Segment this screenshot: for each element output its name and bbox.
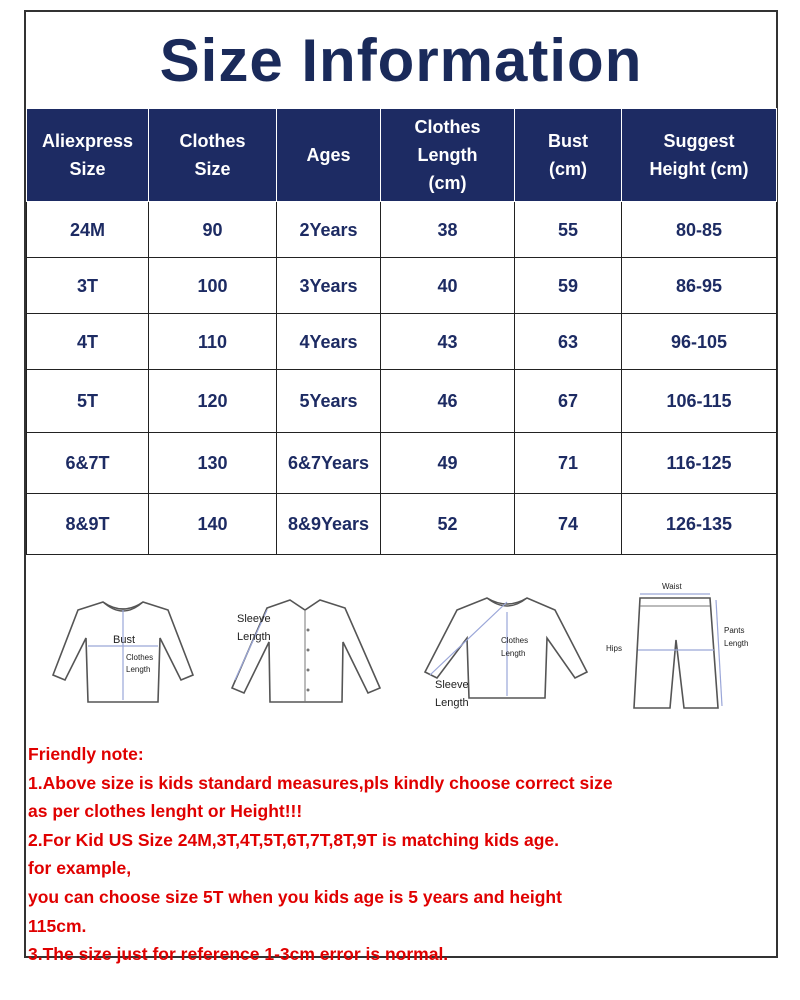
waist-label: Waist: [662, 582, 682, 591]
cell-bust: 71: [515, 433, 622, 494]
note-line: for example,: [28, 858, 132, 879]
cell-ages: 8&9Years: [277, 494, 381, 555]
note-heading: Friendly note:: [28, 744, 144, 764]
table-row: [27, 370, 777, 433]
header-bust: Bust (cm): [515, 109, 622, 202]
cell-clothes-length: 52: [381, 494, 515, 555]
cell-aliexpress-size: 24M: [27, 202, 149, 258]
cell-suggest-height: 126-135: [622, 494, 777, 555]
table-row: [27, 433, 777, 494]
cell-ages: 5Years: [277, 370, 381, 433]
header-clothes-length: Clothes Length (cm): [381, 109, 515, 202]
measurement-diagrams: [40, 580, 760, 720]
cell-clothes-length: 38: [381, 202, 515, 258]
note-line: 115cm.: [28, 915, 87, 936]
cell-ages: 4Years: [277, 314, 381, 370]
cell-ages: 3Years: [277, 258, 381, 314]
cell-clothes-size: 140: [149, 494, 277, 555]
sweater-diagram: [415, 580, 590, 715]
cell-aliexpress-size: 5T: [27, 370, 149, 433]
header-suggest-height: Suggest Height (cm): [622, 109, 777, 202]
cell-clothes-size: 90: [149, 202, 277, 258]
shirt-diagram: [215, 580, 390, 710]
size-table: [26, 108, 777, 555]
cell-bust: 67: [515, 370, 622, 433]
note-line: 3.The size just for reference 1-3cm error is normal.: [28, 944, 449, 965]
table-row: [27, 258, 777, 314]
clothes-length-label: Clothes Length: [501, 636, 529, 658]
bust-label: Bust: [113, 634, 136, 646]
sleeve-length-label: Sleeve Length: [435, 679, 469, 709]
header-aliexpress-size: Aliexpress Size: [27, 109, 149, 202]
pants-length-label: Pants Length: [724, 626, 749, 648]
cell-suggest-height: 96-105: [622, 314, 777, 370]
cell-suggest-height: 80-85: [622, 202, 777, 258]
cell-bust: 63: [515, 314, 622, 370]
cell-suggest-height: 106-115: [622, 370, 777, 433]
table-row: [27, 494, 777, 555]
clothes-length-label: Clothes Length: [126, 653, 154, 674]
cell-bust: 74: [515, 494, 622, 555]
cell-bust: 59: [515, 258, 622, 314]
note-line: 1.Above size is kids standard measures,pls kindly choose correct size: [28, 772, 613, 793]
sleeve-length-label: Sleeve Length: [237, 613, 271, 643]
cell-clothes-size: 110: [149, 314, 277, 370]
cell-clothes-length: 49: [381, 433, 515, 494]
cell-aliexpress-size: 4T: [27, 314, 149, 370]
cell-ages: 2Years: [277, 202, 381, 258]
size-chart-sheet: [24, 10, 778, 965]
table-row: [27, 202, 777, 258]
cell-ages: 6&7Years: [277, 433, 381, 494]
friendly-note: [28, 740, 776, 969]
cell-aliexpress-size: 6&7T: [27, 433, 149, 494]
cell-suggest-height: 86-95: [622, 258, 777, 314]
table-row: [27, 314, 777, 370]
header-clothes-size: Clothes Size: [149, 109, 277, 202]
cell-clothes-length: 43: [381, 314, 515, 370]
table-header-row: [27, 109, 777, 202]
note-line: you can choose size 5T when you kids age is 5 years and height: [28, 886, 562, 907]
hips-label: Hips: [606, 644, 623, 653]
cell-clothes-size: 130: [149, 433, 277, 494]
header-ages: Ages: [277, 109, 381, 202]
tshirt-diagram: [48, 580, 198, 710]
cell-aliexpress-size: 3T: [27, 258, 149, 314]
note-line: 2.For Kid US Size 24M,3T,4T,5T,6T,7T,8T,9T is matching kids age.: [28, 829, 560, 850]
cell-clothes-length: 46: [381, 370, 515, 433]
cell-clothes-size: 120: [149, 370, 277, 433]
page-title: Size Information: [159, 26, 643, 94]
cell-clothes-size: 100: [149, 258, 277, 314]
cell-bust: 55: [515, 202, 622, 258]
cell-suggest-height: 116-125: [622, 433, 777, 494]
cell-clothes-length: 40: [381, 258, 515, 314]
note-line: as per clothes lenght or Height!!!: [28, 801, 303, 822]
pants-diagram: [600, 580, 760, 715]
cell-aliexpress-size: 8&9T: [27, 494, 149, 555]
